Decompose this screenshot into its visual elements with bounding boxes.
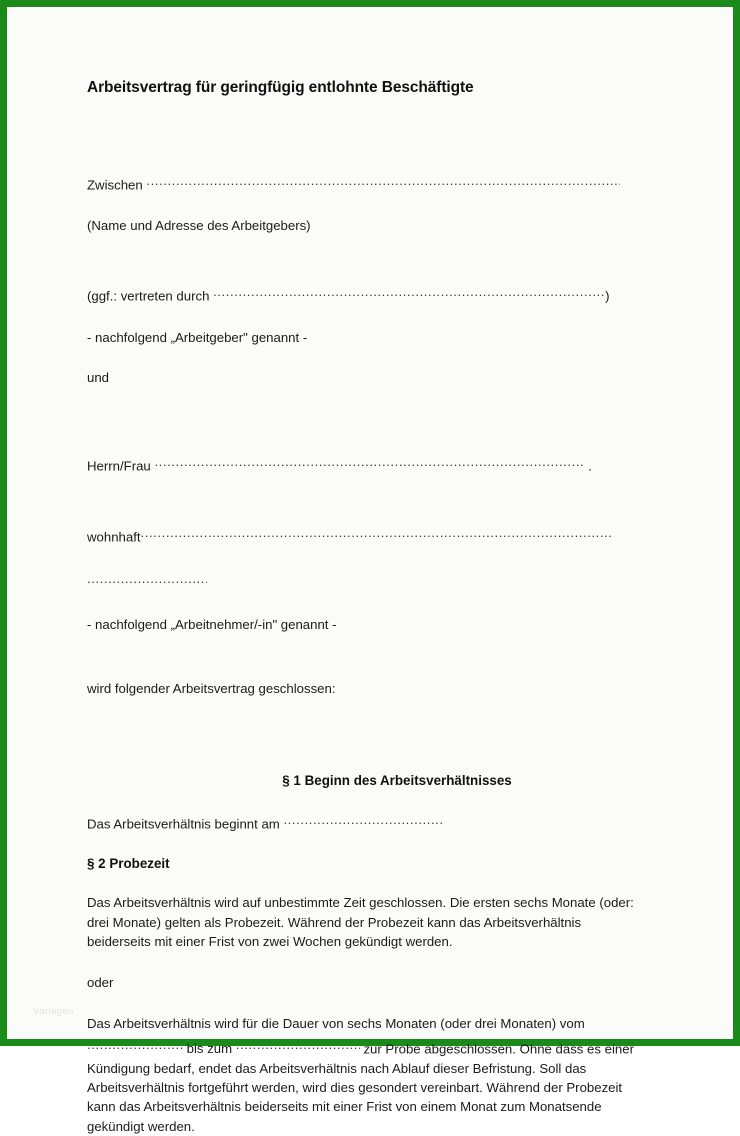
residence-label: wohnhaft: [87, 529, 141, 545]
employee-designation: - nachfolgend „Arbeitnehmer/-in" genannt -: [87, 616, 337, 632]
probation-paragraph-indefinite: Das Arbeitsverhältnis wird auf unbestimmte Zeit geschlossen. Die ersten sechs Monate (oder: drei Monate) gelten als Probezeit. Während der Probezeit kann das Arbeitsverhältnis beiderseits mit einer Frist von zwei Wochen gekündigt werden.: [87, 895, 634, 950]
residence-line-continuation: [87, 569, 671, 593]
between-line: [87, 171, 671, 195]
salutation-label: Herrn/Frau: [87, 458, 151, 474]
section-heading-paragraph-1: § 1 Beginn des Arbeitsverhältnisses: [282, 773, 512, 789]
document-sheet: [7, 7, 733, 1134]
residence-line: [87, 523, 671, 547]
represented-by-label: (ggf.: vertreten durch: [87, 288, 210, 304]
between-dotted-field[interactable]: [146, 172, 620, 191]
employer-designation: - nachfolgend „Arbeitgeber" genannt -: [87, 329, 308, 345]
represented-by-closing-paren: ): [605, 288, 610, 304]
agreement-intro: wird folgender Arbeitsvertrag geschlossen:: [87, 681, 336, 697]
fixed-term-start-dotted-field[interactable]: [87, 1035, 183, 1054]
employment-start-line: [87, 810, 671, 834]
fixed-term-end-dotted-field[interactable]: [236, 1035, 360, 1054]
employer-address-note: (Name und Adresse des Arbeitgebers): [87, 218, 311, 234]
probation-paragraph-fixed-term: [87, 1014, 645, 1136]
represented-by-dotted-field[interactable]: [213, 283, 605, 302]
employee-salutation-line: [87, 452, 671, 476]
represented-by-line: [87, 282, 671, 306]
employment-start-dotted-field[interactable]: [283, 811, 443, 830]
fixed-term-text-part-3: zur Probe abgeschlossen. Ohne dass es einer Kündigung bedarf, endet das Arbeitsverhältnis nach Ablauf dieser Befristung. Soll das Arbeitsverhältnis fortgeführt werden, wird dies gesondert vereinbart. Während der Probezeit kann das Arbeitsverhältnis beiderseits mit einer Frist von einem Monat zum Monatsende gekündigt werden.: [87, 1041, 634, 1134]
page-title: Arbeitsvertrag für geringfügig entlohnte Beschäftigte: [87, 79, 474, 96]
residence-dotted-field-second[interactable]: [87, 570, 207, 589]
salutation-trailing-period: .: [588, 458, 592, 474]
employment-start-label: Das Arbeitsverhältnis beginnt am: [87, 816, 280, 832]
conjunction-und: und: [87, 370, 110, 386]
fixed-term-text-part-1: Das Arbeitsverhältnis wird für die Dauer von sechs Monaten (oder drei Monaten) vom: [87, 1016, 585, 1032]
residence-dotted-field[interactable]: [141, 524, 611, 543]
between-label: Zwischen: [87, 177, 143, 193]
alternative-label: oder: [87, 974, 114, 990]
fixed-term-text-part-2: bis zum: [186, 1041, 233, 1057]
salutation-dotted-field[interactable]: [154, 453, 584, 472]
section-heading-paragraph-2: § 2 Probezeit: [87, 856, 170, 872]
watermark: Vorlagen: [33, 1006, 74, 1017]
